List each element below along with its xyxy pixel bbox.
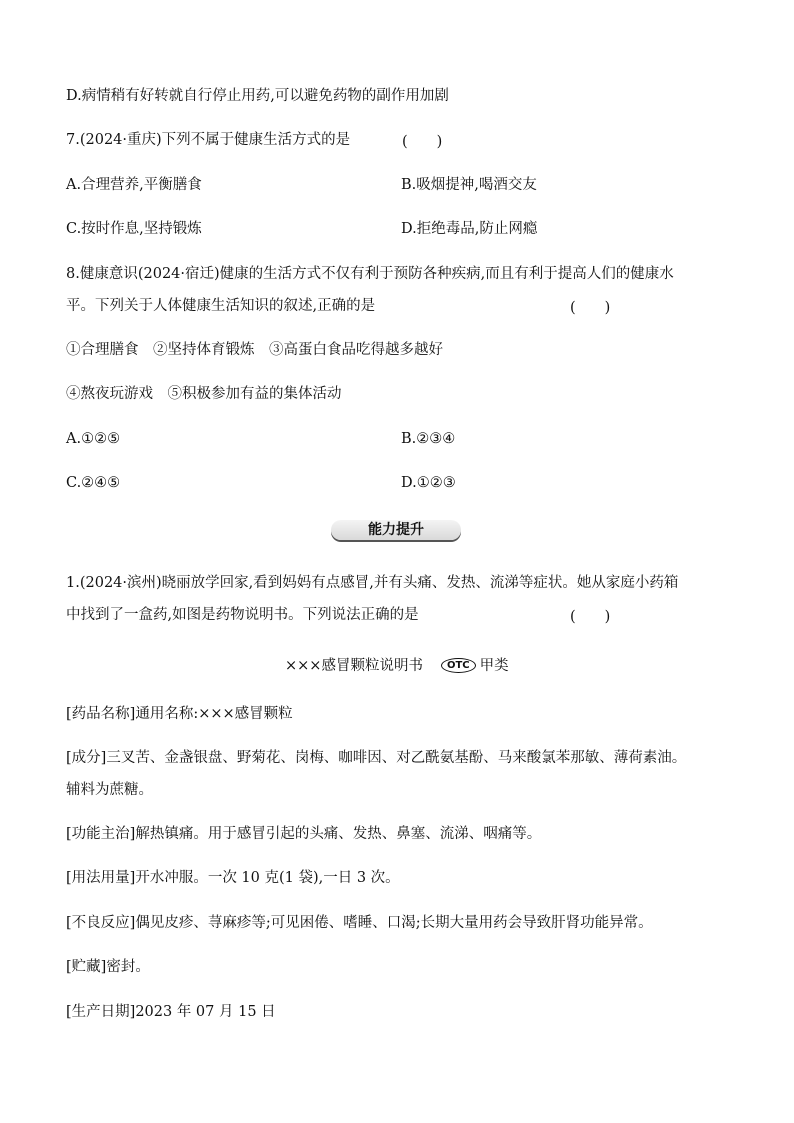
q6-option-d: D.病情稍有好转就自行停止用药,可以避免药物的副作用加剧 — [66, 88, 449, 104]
p1-answer-paren: ( ) — [570, 609, 611, 625]
drug-label-ingredients-line2: 辅料为蔗糖。 — [66, 782, 153, 798]
q8-items-line2: ④熬夜玩游戏 ⑤积极参加有益的集体活动 — [66, 386, 342, 402]
q8-answer-paren: ( ) — [570, 300, 611, 316]
drug-label-title-row — [285, 654, 509, 675]
drug-label-reactions: [不良反应]偶见皮疹、荨麻疹等;可见困倦、嗜睡、口渴;长期大量用药会导致肝肾功能异常。 — [66, 915, 653, 931]
q8-items-line1: ①合理膳食 ②坚持体育锻炼 ③高蛋白食品吃得越多越好 — [66, 342, 443, 358]
section-title: 能力提升 — [368, 522, 424, 538]
q8-option-b: B.②③④ — [401, 431, 456, 447]
drug-label-storage: [贮藏]密封。 — [66, 959, 150, 975]
drug-label-name: [药品名称]通用名称:×××感冒颗粒 — [66, 706, 293, 722]
drug-label-date: [生产日期]2023 年 07 月 15 日 — [66, 1004, 276, 1020]
drug-label-title: ×××感冒颗粒说明书 — [285, 658, 423, 674]
q8-stem-line1: 8.健康意识(2024·宿迁)健康的生活方式不仅有利于预防各种疾病,而且有利于提高人们的健康水 — [66, 266, 674, 282]
q7-option-c: C.按时作息,坚持锻炼 — [66, 221, 202, 237]
p1-stem-line1: 1.(2024·滨州)晓丽放学回家,看到妈妈有点感冒,并有头痛、发热、流涕等症状。她从家庭小药箱 — [66, 575, 679, 591]
q7-answer-paren: ( ) — [402, 134, 443, 150]
q7-option-b: B.吸烟提神,喝酒交友 — [401, 177, 537, 193]
q7-option-a: A.合理营养,平衡膳食 — [66, 177, 202, 193]
q8-stem-line2: 平。下列关于人体健康生活知识的叙述,正确的是 — [66, 298, 376, 314]
q8-option-d: D.①②③ — [401, 475, 456, 491]
p1-stem-line2: 中找到了一盒药,如图是药物说明书。下列说法正确的是 — [66, 607, 419, 623]
drug-label-function: [功能主治]解热镇痛。用于感冒引起的头痛、发热、鼻塞、流涕、咽痛等。 — [66, 826, 542, 842]
q7-option-d: D.拒绝毒品,防止网瘾 — [401, 221, 538, 237]
otc-badge: OTC — [441, 658, 476, 673]
drug-label-ingredients-line1: [成分]三叉苦、金盏银盘、野菊花、岗梅、咖啡因、对乙酰氨基酚、马来酸氯苯那敏、薄荷素油。 — [66, 750, 687, 766]
section-banner — [331, 520, 461, 542]
drug-label-usage: [用法用量]开水冲服。一次 10 克(1 袋),一日 3 次。 — [66, 870, 400, 886]
q7-stem: 7.(2024·重庆)下列不属于健康生活方式的是 — [66, 132, 351, 148]
drug-class: 甲类 — [479, 658, 509, 674]
q8-option-c: C.②④⑤ — [66, 475, 121, 491]
q8-option-a: A.①②⑤ — [66, 431, 121, 447]
